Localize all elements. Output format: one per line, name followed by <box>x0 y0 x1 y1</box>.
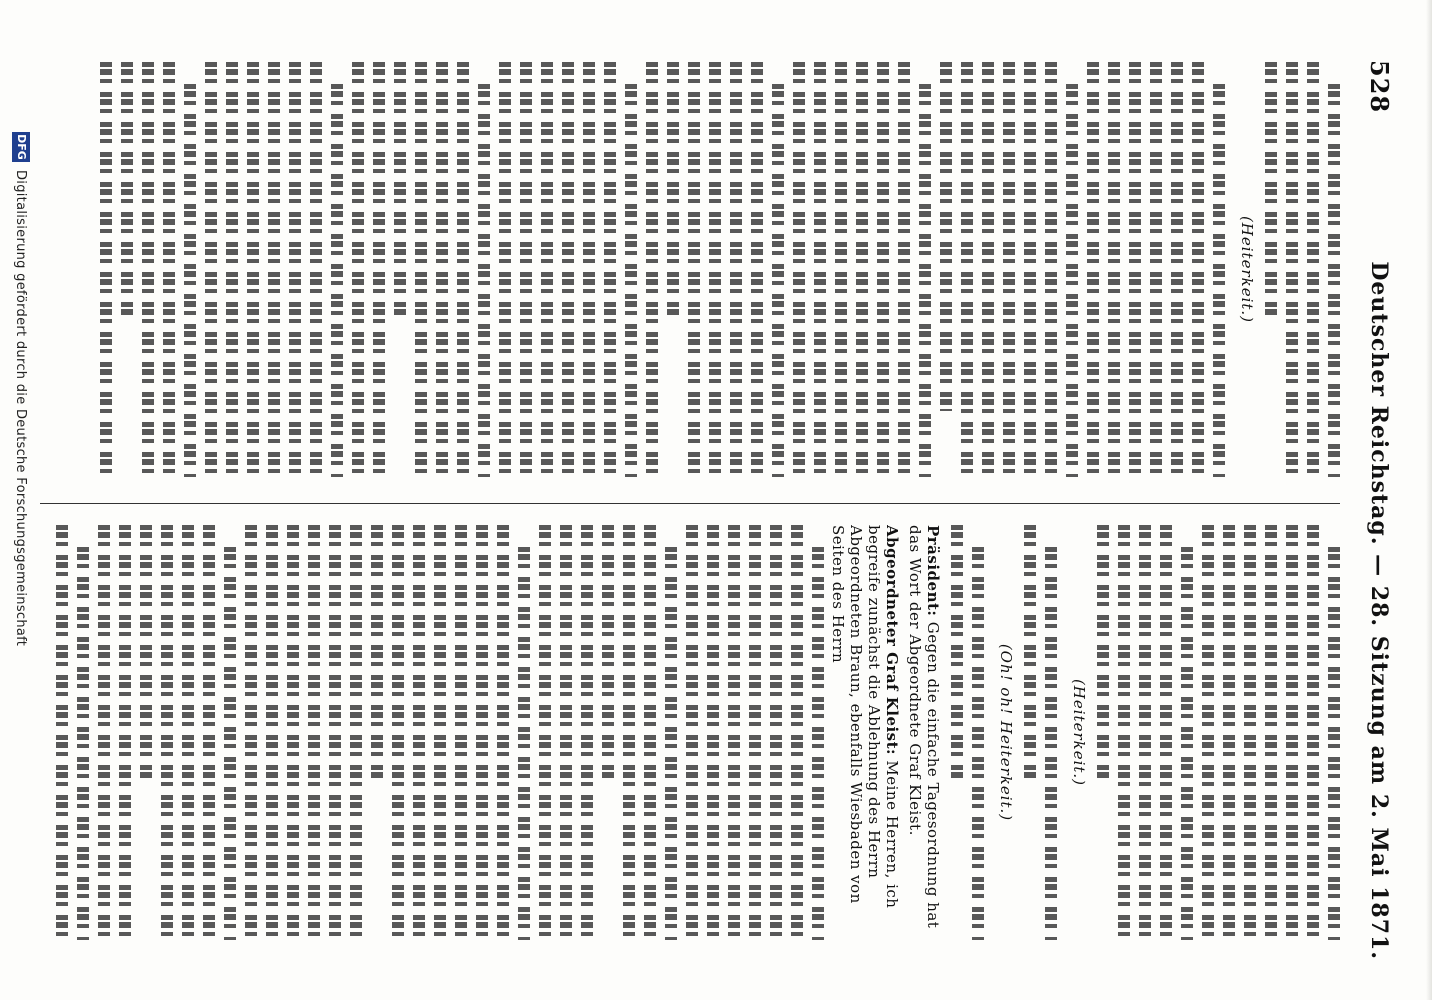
text-line <box>1139 525 1151 940</box>
text-line <box>793 62 805 477</box>
text-line <box>1160 525 1172 940</box>
speaker-name: Abgeordneter Graf Kleist: <box>883 525 901 756</box>
text-line <box>478 84 490 477</box>
text-line <box>497 525 509 940</box>
text-line <box>1108 62 1120 477</box>
text-line <box>644 525 656 940</box>
stage-direction: (Heiterkeit.) <box>1070 678 1088 787</box>
speaker-name: Präsident: <box>924 525 942 617</box>
scan-edge <box>1426 0 1432 1000</box>
text-line <box>1045 62 1057 477</box>
text-line <box>203 525 215 940</box>
text-line <box>394 62 406 319</box>
text-line <box>1171 62 1183 477</box>
text-line <box>625 84 637 477</box>
text-line <box>541 62 553 477</box>
text-line <box>665 547 677 940</box>
text-line <box>898 62 910 477</box>
text-line <box>814 62 826 477</box>
text-line <box>940 62 952 411</box>
text-line <box>308 525 320 940</box>
running-head: Deutscher Reichstag. — 28. Sitzung am 2. Mai 1871. <box>1366 261 1392 960</box>
text-line <box>560 525 572 940</box>
text-line <box>749 525 761 940</box>
text-line <box>1045 547 1057 940</box>
text-line <box>413 525 425 940</box>
text-line <box>1066 84 1078 477</box>
text-line <box>951 525 963 782</box>
text-line <box>352 62 364 477</box>
stage-direction: (Heiterkeit.) <box>1238 215 1256 324</box>
text-line <box>1024 525 1036 782</box>
text-line <box>770 525 782 940</box>
text-line <box>182 525 194 940</box>
text-line <box>371 525 383 782</box>
left-column <box>50 62 1340 477</box>
text-line <box>728 525 740 940</box>
text-line <box>1307 525 1319 940</box>
text-line <box>224 547 236 940</box>
text-line <box>98 525 110 940</box>
text-line <box>1265 62 1277 319</box>
text-line <box>392 525 404 940</box>
text-line <box>972 547 984 940</box>
text-line <box>268 62 280 477</box>
text-line <box>856 62 868 477</box>
text-line <box>791 525 803 940</box>
text-line <box>1192 62 1204 477</box>
text-line <box>623 525 635 940</box>
text-line <box>1307 62 1319 477</box>
text-line <box>751 62 763 477</box>
stage-direction: (Oh! oh! Heiterkeit.) <box>997 643 1015 822</box>
text-line <box>161 525 173 940</box>
text-line <box>518 547 530 940</box>
text-line <box>184 84 196 477</box>
text-line <box>539 525 551 940</box>
speaker-paragraph <box>906 525 942 940</box>
speaker-paragraph <box>829 525 901 940</box>
text-line <box>1087 62 1099 477</box>
text-line <box>436 62 448 477</box>
text-line <box>583 62 595 477</box>
text-line <box>247 62 259 477</box>
text-line <box>373 62 385 477</box>
text-line <box>812 547 824 940</box>
speaker-text: Gegen die einfache Tagesordnung hat das Wort der Abgeordnete Graf Kleist. <box>906 525 942 929</box>
text-line <box>119 525 131 940</box>
text-line <box>121 62 133 319</box>
text-line <box>331 84 343 477</box>
text-line <box>329 525 341 940</box>
text-line <box>877 62 889 477</box>
text-line <box>245 525 257 940</box>
text-line <box>919 84 931 477</box>
column-divider <box>40 503 1340 504</box>
text-line <box>1097 525 1109 782</box>
text-line <box>140 525 152 782</box>
text-line <box>1265 525 1277 940</box>
text-line <box>1202 525 1214 940</box>
text-line <box>707 525 719 940</box>
text-line <box>688 62 700 477</box>
text-line <box>1129 62 1141 477</box>
text-line <box>1328 547 1340 940</box>
text-line <box>163 62 175 477</box>
page-number: 528 <box>1365 60 1394 114</box>
text-line <box>476 525 488 940</box>
text-line <box>709 62 721 477</box>
text-line <box>226 62 238 477</box>
text-line <box>1003 62 1015 477</box>
text-line <box>835 62 847 477</box>
text-line <box>457 62 469 477</box>
text-line <box>772 84 784 477</box>
text-line <box>434 525 446 940</box>
text-line <box>415 62 427 477</box>
text-line <box>350 525 362 940</box>
digitization-credit: Digitalisierung gefördert durch die Deutsche Forschungsgemeinschaft <box>13 170 28 647</box>
text-line <box>100 62 112 477</box>
text-line <box>266 525 278 940</box>
text-line <box>581 525 593 940</box>
text-line <box>56 525 68 940</box>
text-line <box>77 547 89 940</box>
page-header <box>1354 60 1394 960</box>
text-line <box>730 62 742 477</box>
text-line <box>667 62 679 319</box>
text-line <box>310 62 322 477</box>
text-line <box>686 525 698 940</box>
text-line <box>1118 525 1130 940</box>
text-line <box>602 525 614 782</box>
text-line <box>455 525 467 940</box>
text-line <box>520 62 532 477</box>
text-line <box>1223 525 1235 940</box>
text-line <box>1328 84 1340 477</box>
text-line <box>1244 525 1256 940</box>
text-line <box>499 62 511 477</box>
text-line <box>205 62 217 477</box>
text-line <box>562 62 574 477</box>
text-line <box>289 62 301 477</box>
text-line <box>646 62 658 477</box>
text-line <box>1286 525 1298 940</box>
text-line <box>604 62 616 477</box>
speaker-text: Meine Herren, ich begreife zunächst die Ablehnung des Herrn Abgeordneten Braun, ebenfalls Wiesbaden von Seiten des Herrn <box>829 525 901 909</box>
text-line <box>287 525 299 940</box>
text-line <box>1150 62 1162 477</box>
text-line <box>142 62 154 477</box>
right-column <box>50 525 1340 940</box>
dfg-logo: DFG <box>12 132 30 162</box>
text-line <box>982 62 994 477</box>
text-line <box>1286 62 1298 477</box>
text-line <box>1213 84 1225 477</box>
text-line <box>1181 547 1193 940</box>
text-line <box>961 62 973 477</box>
text-line <box>1024 62 1036 477</box>
